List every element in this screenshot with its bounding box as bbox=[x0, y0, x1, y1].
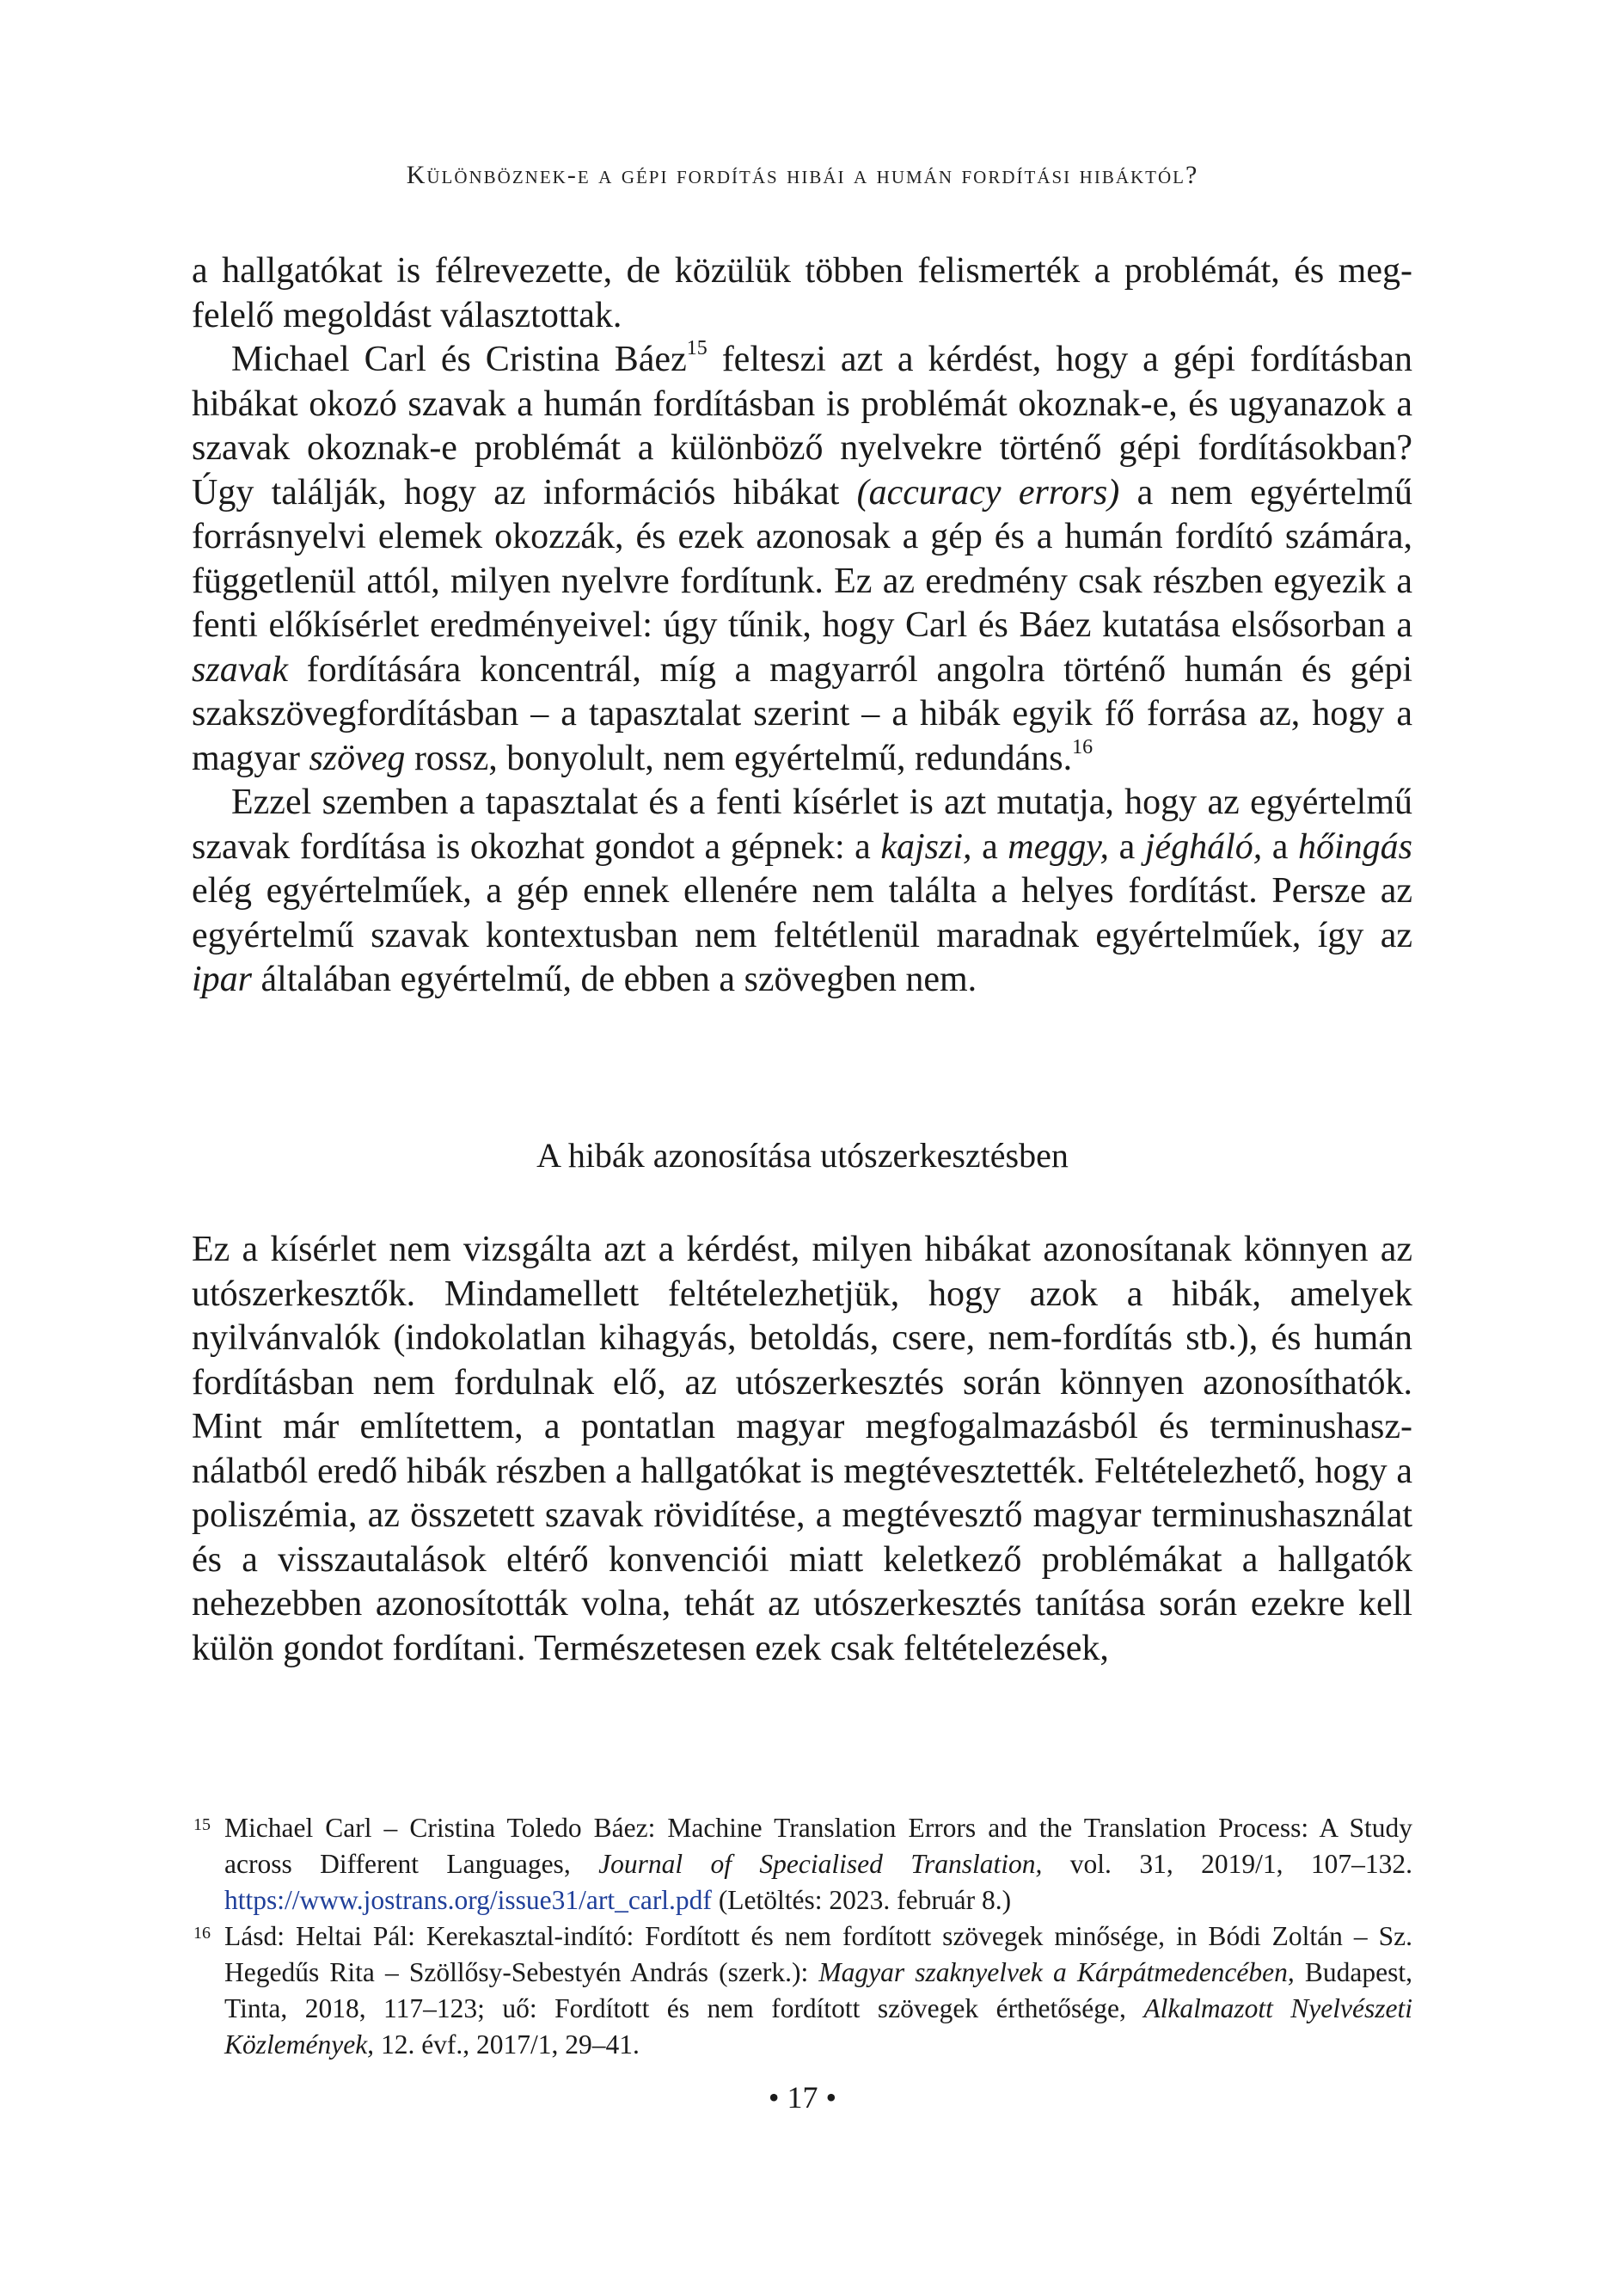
p3-italic-hoingas: hőingás bbox=[1297, 826, 1412, 867]
p2-italic-szoveg: szöveg bbox=[309, 738, 406, 778]
fn15-text-a: Michael Carl – Cristina Toledo Báez: Machine Translation Errors and the Translation Process: A Study across Different Languages, bbox=[224, 1813, 1412, 1879]
footnote-ref-15[interactable]: 15 bbox=[686, 337, 708, 359]
footnote-ref-16[interactable]: 16 bbox=[1072, 735, 1093, 758]
p3-italic-kajszi: kajszi, bbox=[880, 826, 972, 867]
footnote-15 bbox=[192, 1810, 1412, 1918]
paragraph-1: a hallgatókat is félrevezette, de közülük többen felismerték a problémát, és megfelelő megoldást választottak. bbox=[192, 251, 1412, 335]
p3-italic-meggy: meggy, bbox=[1008, 826, 1110, 867]
fn16-text-c: Budapest, Tinta, 2018, 117–123; uő: Fordított és nem fordított szövegek érthetősége, bbox=[224, 1957, 1413, 2023]
footnote-16 bbox=[192, 1918, 1412, 2063]
paragraph-3 bbox=[192, 781, 1412, 1003]
footnote-number: 16 bbox=[193, 1924, 211, 1943]
footnote-number: 15 bbox=[193, 1815, 211, 1834]
footnotes bbox=[192, 1810, 1412, 2063]
fn16-italic-book: Magyar szaknyelvek a Kárpátmedencében, bbox=[818, 1957, 1295, 1987]
fn16-text-e: 12. évf., 2017/1, 29–41. bbox=[374, 2029, 640, 2060]
p3-text-a: Ezzel szemben a tapasztalat és a fenti kísérlet is azt mutatja, hogy az egyértelmű szavak fordítása is okozhat gondot a gépnek: a bbox=[192, 783, 1412, 867]
body-text-top bbox=[192, 249, 1412, 1003]
p3-italic-ipar: ipar bbox=[192, 960, 253, 999]
fn15-link[interactable]: https://www.jostrans.org/issue31/art_carl.pdf bbox=[224, 1885, 712, 1915]
p2-text-f: fordítására koncentrál, míg a magyarról angolra történő humán és gépi szakszövegfordításban – a tapasztalat szerint – a hibák egyik fő forrása az, hogy a magyar bbox=[192, 649, 1412, 778]
fn15-text-c: vol. 31, 2019/1, 107–132. bbox=[1042, 1849, 1412, 1879]
body-text-bottom bbox=[192, 1228, 1412, 1671]
p3-italic-jeghalo: jégháló, bbox=[1144, 826, 1263, 867]
section-title: A hibák azonosítása utószerkesztésben bbox=[536, 1136, 1069, 1175]
page-number: • 17 • bbox=[768, 2080, 837, 2115]
p2-text-d: a nem egyértelmű forrásnyelvi elemek okozzák, és ezek azonosak a gép és a humán fordító számára, függetlenül attól, milyen nyelvre fordítunk. Ez az eredmény csak részben egyezik a fenti előkísérlet eredményeivel: úgy tűnik, hogy Carl és Báez kutatása elsősorban a bbox=[192, 472, 1412, 645]
running-head: Különböznek-e a gépi fordítás hibái a humán fordítási hibáktól? bbox=[406, 161, 1199, 189]
p2-text-a: Michael Carl és Cristina Báez bbox=[231, 340, 687, 379]
fn16-text-a: Lásd: Heltai Pál: Kerekasztal-indító: Fordított és nem fordított szövegek minősége, in Bódi Zoltán – Sz. Hegedűs Rita – Szöllősy-Sebestyén András (szerk.): bbox=[224, 1921, 1412, 1987]
p3-text-g: a bbox=[1262, 826, 1298, 867]
fn15-text-d: (Letöltés: 2023. február 8.) bbox=[711, 1885, 1012, 1915]
p2-text-h: rossz, bonyolult, nem egyértelmű, redundáns. bbox=[405, 738, 1073, 778]
fn16-italic-journal: Alkalmazott Nyelvészeti Közlemények, bbox=[224, 1993, 1412, 2060]
p2-text-b: felteszi azt a kérdést, hogy a gépi fordításban hibákat okozó szavak a humán fordításban is problémát okoznak-e, és ugyanazok a szavak okoznak-e problémát a különböző nyelvekre történő gépi fordításokban? Úgy találják, hogy az információs hibákat bbox=[192, 340, 1412, 513]
paragraph-2 bbox=[192, 338, 1412, 781]
paragraph-4: Ez a kísérlet nem vizsgálta azt a kérdést, milyen hibákat azonosítanak könnyen az utószerkesztők. Mindamellett feltételezhetjük, hogy azok a hibák, amelyek nyilvánvalók (indokolatlan kihagyás, betoldás, csere, nem-fordítás stb.), és humán fordításban nem fordulnak elő, az utószerkesztés során könnyen azonosíthatók. Mint már említettem, a pontatlan magyar megfogalmazásból és terminushasználatból eredő hibák részben a hallgatókat is megtévesztették. Feltételezhető, hogy a poliszémia, az összetett szavak rövidítése, a megtévesztő magyar terminushasználat és a visszautalások eltérő konvenciói miatt keletkező problémákat a hallgatók nehezebben azonosították volna, tehát az utószerkesztés tanítása során ezekre kell külön gondot fordítani. Természetesen ezek csak feltételezések, bbox=[192, 1230, 1412, 1668]
fn15-italic-journal: Journal of Specialised Translation, bbox=[598, 1849, 1043, 1879]
p3-text-i: elég egyértelműek, a gép ennek ellenére nem találta a helyes fordítást. Persze az egyértelmű szavak kontextusban nem feltétlenül maradnak egyértelműek, így az bbox=[192, 871, 1412, 955]
p3-text-e: a bbox=[1109, 826, 1145, 867]
p3-text-c: a bbox=[971, 826, 1008, 867]
p2-italic-accuracy-errors: (accuracy errors) bbox=[856, 472, 1120, 513]
p3-text-k: általában egyértelmű, de ebben a szövegben nem. bbox=[252, 960, 977, 999]
p2-italic-szavak: szavak bbox=[192, 649, 288, 690]
